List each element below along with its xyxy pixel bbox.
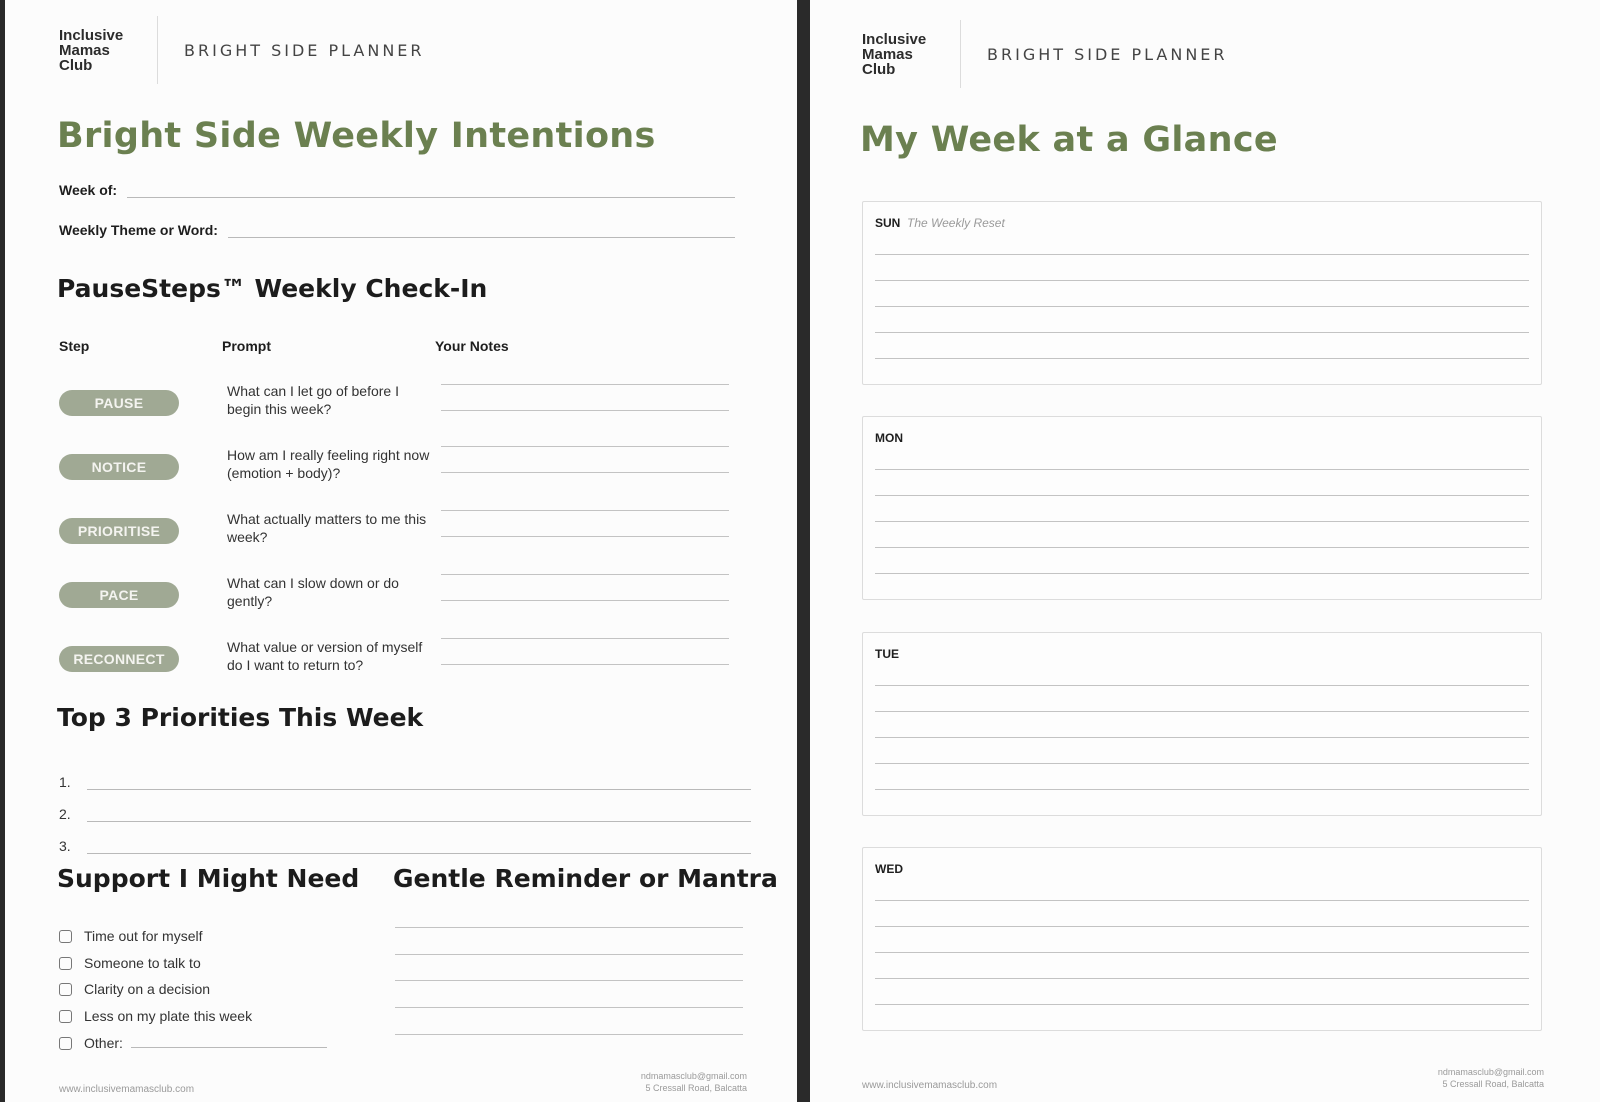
support-option[interactable] <box>59 928 203 944</box>
step-prompt: How am I really feeling right now (emotion + body)? <box>227 447 430 481</box>
notes-line[interactable] <box>441 638 729 639</box>
day-line[interactable] <box>875 254 1529 255</box>
footer-contact <box>641 1070 747 1094</box>
priority-number: 2. <box>59 806 71 822</box>
step-pill: PRIORITISE <box>59 518 179 544</box>
notes-line[interactable] <box>441 472 729 473</box>
support-label: Other: <box>84 1035 123 1051</box>
logo-line: Club <box>59 56 93 74</box>
week-of-line[interactable] <box>127 196 735 198</box>
step-prompt: What actually matters to me this week? <box>227 511 427 545</box>
day-label: WED <box>875 862 903 876</box>
step-prompt: What can I let go of before I begin this week? <box>227 383 399 417</box>
page-header <box>862 20 1228 88</box>
theme-field[interactable] <box>59 222 735 238</box>
step-row-notice <box>59 446 739 502</box>
support-label: Someone to talk to <box>84 955 201 971</box>
priority-line[interactable] <box>87 852 751 854</box>
page-header <box>59 16 425 84</box>
checkbox[interactable] <box>59 983 72 996</box>
column-header-step: Step <box>59 338 90 354</box>
step-prompt: What can I slow down or do gently? <box>227 575 399 609</box>
footer-email[interactable]: ndmamasclub@gmail.com <box>1437 1067 1544 1077</box>
priorities-title: Top 3 Priorities This Week <box>57 703 424 732</box>
column-header-prompt: Prompt <box>222 338 271 354</box>
mantra-title: Gentle Reminder or Mantra <box>393 864 778 893</box>
step-row-pause <box>59 382 739 438</box>
priority-number: 3. <box>59 838 71 854</box>
checkbox[interactable] <box>59 930 72 943</box>
step-pill: NOTICE <box>59 454 179 480</box>
priority-line[interactable] <box>87 788 751 790</box>
priority-line[interactable] <box>87 820 751 822</box>
brand-logo <box>59 16 158 84</box>
step-row-pace <box>59 574 739 630</box>
day-line[interactable] <box>875 900 1529 901</box>
mantra-line[interactable] <box>395 927 743 928</box>
notes-line[interactable] <box>441 384 729 385</box>
logo-line: Inclusive <box>59 26 124 44</box>
footer-website[interactable]: www.inclusivemamasclub.com <box>862 1080 998 1091</box>
page-title: My Week at a Glance <box>860 120 1278 160</box>
support-title: Support I Might Need <box>57 864 360 893</box>
day-line[interactable] <box>875 789 1529 790</box>
day-label: SUN <box>875 216 901 230</box>
step-pill: PAUSE <box>59 390 179 416</box>
support-option[interactable] <box>59 981 210 997</box>
footer-address: 5 Cressall Road, Balcatta <box>645 1083 747 1093</box>
day-line[interactable] <box>875 332 1529 333</box>
support-label: Clarity on a decision <box>84 981 211 997</box>
day-line[interactable] <box>875 306 1529 307</box>
day-line[interactable] <box>875 737 1529 738</box>
footer-website[interactable]: www.inclusivemamasclub.com <box>59 1084 195 1095</box>
support-label: Time out for myself <box>84 928 203 944</box>
day-subtitle: The Weekly Reset <box>907 216 1005 230</box>
day-line[interactable] <box>875 521 1529 522</box>
support-option[interactable] <box>59 1008 252 1024</box>
notes-line[interactable] <box>441 446 729 447</box>
day-box-sun <box>862 201 1542 385</box>
other-line[interactable] <box>131 1047 327 1048</box>
notes-line[interactable] <box>441 574 729 575</box>
theme-label: Weekly Theme or Word: <box>59 222 218 238</box>
mantra-line[interactable] <box>395 980 743 981</box>
checkin-title: PauseSteps™ Weekly Check-In <box>57 274 488 303</box>
day-box-mon <box>862 416 1542 600</box>
step-pill: PACE <box>59 582 179 608</box>
step-row-reconnect <box>59 638 739 694</box>
notes-line[interactable] <box>441 410 729 411</box>
day-label: TUE <box>875 647 899 661</box>
notes-line[interactable] <box>441 510 729 511</box>
step-row-prioritise <box>59 510 739 566</box>
footer-address: 5 Cressall Road, Balcatta <box>1442 1079 1544 1089</box>
notes-line[interactable] <box>441 536 729 537</box>
priority-number: 1. <box>59 774 71 790</box>
planner-brand: BRIGHT SIDE PLANNER <box>987 44 1228 64</box>
logo-line: Mamas <box>59 41 110 59</box>
day-label: MON <box>875 431 903 445</box>
step-pill: RECONNECT <box>59 646 179 672</box>
support-option[interactable] <box>59 955 201 971</box>
priority-item[interactable] <box>59 838 751 854</box>
checkbox[interactable] <box>59 1037 72 1050</box>
left-page <box>5 0 797 1102</box>
priority-item[interactable] <box>59 806 751 822</box>
day-line[interactable] <box>875 280 1529 281</box>
day-line[interactable] <box>875 763 1529 764</box>
day-line[interactable] <box>875 952 1529 953</box>
week-of-label: Week of: <box>59 182 118 198</box>
notes-line[interactable] <box>441 600 729 601</box>
checkbox[interactable] <box>59 1010 72 1023</box>
day-line[interactable] <box>875 711 1529 712</box>
theme-line[interactable] <box>228 236 735 238</box>
day-line[interactable] <box>875 573 1529 574</box>
mantra-line[interactable] <box>395 954 743 955</box>
support-label: Less on my plate this week <box>84 1008 253 1024</box>
mantra-line[interactable] <box>395 1034 743 1035</box>
right-page <box>810 0 1600 1102</box>
mantra-line[interactable] <box>395 1007 743 1008</box>
day-line[interactable] <box>875 978 1529 979</box>
page-title: Bright Side Weekly Intentions <box>57 116 656 156</box>
logo-line: Club <box>862 60 896 78</box>
day-box-tue <box>862 632 1542 816</box>
logo-line: Inclusive <box>862 30 927 48</box>
logo-line: Mamas <box>862 45 913 63</box>
week-of-field[interactable] <box>59 182 735 198</box>
day-line[interactable] <box>875 547 1529 548</box>
day-line[interactable] <box>875 1004 1529 1005</box>
day-line[interactable] <box>875 469 1529 470</box>
support-option-other[interactable] <box>59 1035 327 1051</box>
notes-line[interactable] <box>441 664 729 665</box>
checkbox[interactable] <box>59 957 72 970</box>
day-line[interactable] <box>875 926 1529 927</box>
day-box-wed <box>862 847 1542 1031</box>
priority-item[interactable] <box>59 774 751 790</box>
day-line[interactable] <box>875 495 1529 496</box>
column-header-notes: Your Notes <box>435 338 509 354</box>
planner-brand: BRIGHT SIDE PLANNER <box>184 40 425 60</box>
footer-email[interactable]: ndmamasclub@gmail.com <box>640 1071 747 1081</box>
footer-contact <box>1438 1066 1544 1090</box>
step-prompt: What value or version of myself do I want to return to? <box>227 639 423 673</box>
brand-logo <box>862 20 961 88</box>
day-line[interactable] <box>875 358 1529 359</box>
day-line[interactable] <box>875 685 1529 686</box>
